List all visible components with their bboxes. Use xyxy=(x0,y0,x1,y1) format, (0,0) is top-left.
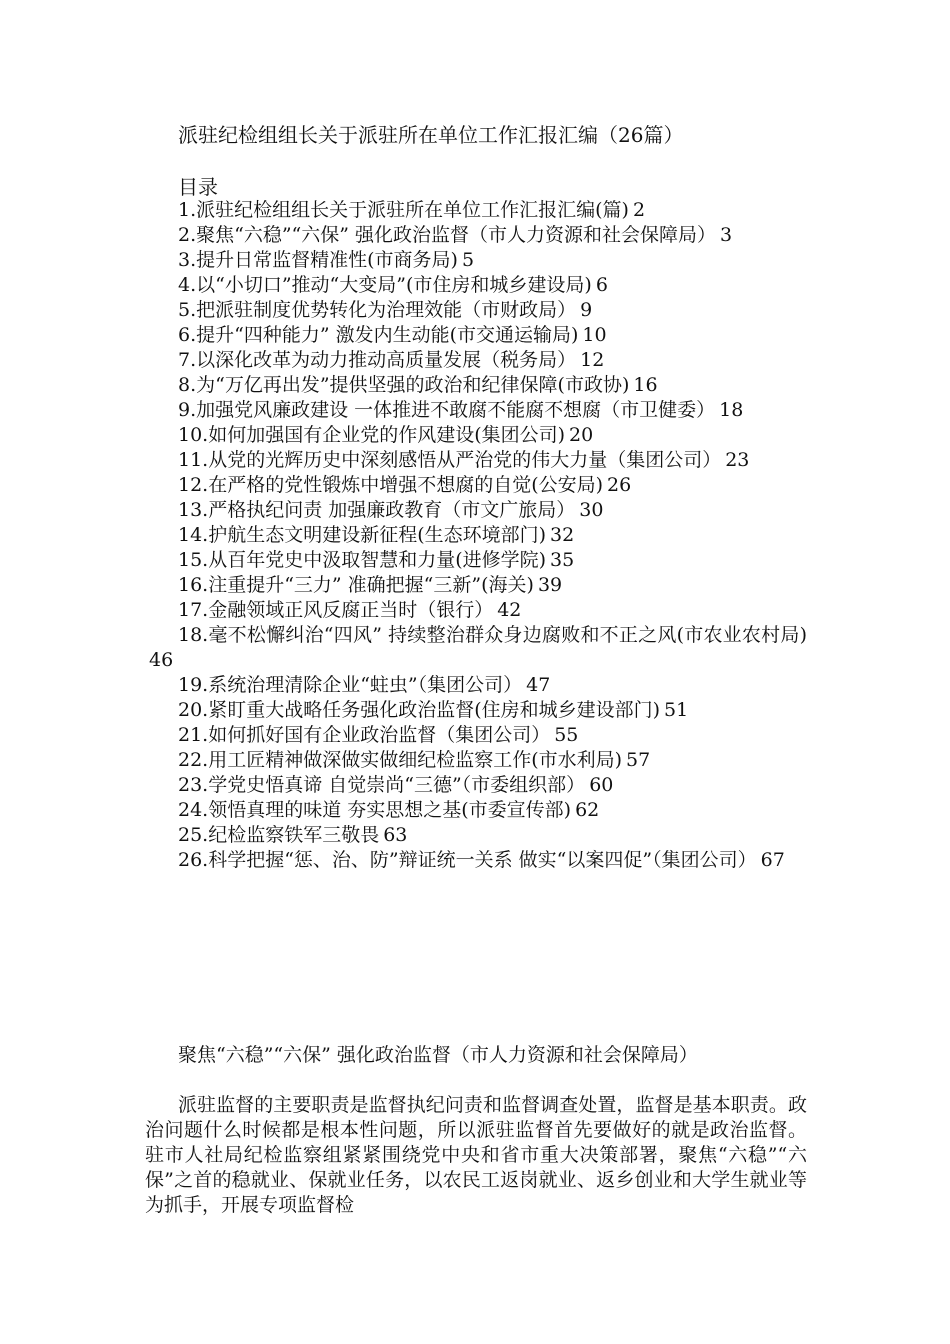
toc-page-number: 16 xyxy=(633,374,658,396)
toc-entry[interactable] xyxy=(145,698,807,723)
toc-entry[interactable] xyxy=(145,573,807,598)
toc-page-number: 42 xyxy=(497,599,522,621)
toc-entry[interactable] xyxy=(145,198,807,223)
toc-entry[interactable] xyxy=(145,298,807,323)
toc-entry[interactable] xyxy=(145,498,807,523)
toc-entry[interactable] xyxy=(145,773,807,798)
toc-entry-title: 3.提升日常监督精准性(市商务局) xyxy=(178,249,458,271)
toc-page-number: 20 xyxy=(569,424,594,446)
toc-entry-title: 6.提升“四种能力” 激发内生动能(市交通运输局) xyxy=(178,324,579,346)
toc-entry-title: 14.护航生态文明建设新征程(生态环境部门) xyxy=(178,524,547,546)
toc-page-number: 2 xyxy=(632,199,646,221)
toc-page-number: 9 xyxy=(580,299,593,321)
toc-entry-title: 22.用工匠精神做深做实做细纪检监察工作(市水利局) xyxy=(178,749,623,771)
toc-entry[interactable] xyxy=(145,373,807,398)
toc-page-number: 67 xyxy=(760,849,785,871)
toc-entry[interactable] xyxy=(145,823,807,848)
toc-entry-title: 10.如何加强国有企业党的作风建设(集团公司) xyxy=(178,424,566,446)
toc-page-number: 47 xyxy=(526,674,551,696)
toc-entry-title: 17.金融领域正风反腐正当时（银行） xyxy=(178,599,494,621)
toc-page-number: 5 xyxy=(461,249,475,271)
toc-entry-title: 8.为“万亿再出发”提供坚强的政治和纪律保障(市政协) xyxy=(178,374,630,396)
toc-page-number: 32 xyxy=(550,524,575,546)
toc-entry-title: 4.以“小切口”推动“大变局”(市住房和城乡建设局) xyxy=(178,274,592,296)
toc-entry-title: 18.毫不松懈纠治“四风” 持续整治群众身边腐败和不正之风(市农业农村局) xyxy=(178,624,807,646)
toc-entry-title: 23.学党史悟真谛 自觉崇尚“三德”（市委组织部） xyxy=(178,774,586,796)
toc-entry[interactable] xyxy=(145,548,807,573)
toc-entry[interactable] xyxy=(145,598,807,623)
toc-page-number: 39 xyxy=(537,574,563,596)
toc-page-number: 63 xyxy=(383,824,408,846)
toc-page-number: 55 xyxy=(554,724,579,746)
toc-entry[interactable] xyxy=(145,423,807,448)
toc-page-number: 12 xyxy=(580,349,605,371)
toc-entry[interactable] xyxy=(145,398,807,423)
toc-entry[interactable] xyxy=(145,673,807,698)
toc-entry-title: 24.领悟真理的味道 夯实思想之基(市委宣传部) xyxy=(178,799,572,821)
toc-page-number: 3 xyxy=(720,224,733,246)
body-paragraph: 派驻监督的主要职责是监督执纪问责和监督调查处置，监督是基本职责。政治问题什么时候都是根本性问题，所以派驻监督首先要做好的就是政治监督。驻市人社局纪检监察组紧紧围绕党中央和省市重大决策部署，聚焦“六稳”“六保”之首的稳就业、保就业任务，以农民工返岗就业、返乡创业和大学生就业等为抓手，开展专项监督检 xyxy=(145,1094,807,1216)
toc-page-number: 46 xyxy=(149,649,174,671)
toc-entry[interactable] xyxy=(145,798,807,823)
document-title: 派驻纪检组组长关于派驻所在单位工作汇报汇编（26篇） xyxy=(178,123,684,147)
toc-entry-title: 20.紧盯重大战略任务强化政治监督(住房和城乡建设部门) xyxy=(178,699,661,721)
toc-entry-title: 16.注重提升“三力” 准确把握“三新”(海关) xyxy=(178,574,534,596)
toc-entry-title: 9.加强党风廉政建设 一体推进不敢腐不能腐不想腐（市卫健委） xyxy=(178,399,716,421)
toc-entry[interactable] xyxy=(145,248,807,273)
toc-entry-title: 5.把派驻制度优势转化为治理效能（市财政局） xyxy=(178,299,577,321)
toc-entry[interactable] xyxy=(145,748,807,773)
toc-entry[interactable] xyxy=(145,523,807,548)
toc-entry[interactable] xyxy=(145,848,807,873)
toc-page-number: 57 xyxy=(626,749,651,771)
toc-page-number: 18 xyxy=(719,399,744,421)
toc-entry-title: 1.派驻纪检组组长关于派驻所在单位工作汇报汇编(篇) xyxy=(178,199,629,221)
toc-entry-title: 11.从党的光辉历史中深刻感悟从严治党的伟大力量（集团公司） xyxy=(178,449,722,471)
toc-entry[interactable] xyxy=(145,623,807,673)
toc-entry-title: 13.严格执纪问责 加强廉政教育（市文广旅局） xyxy=(178,499,576,521)
toc-entry[interactable] xyxy=(145,723,807,748)
toc-entry[interactable] xyxy=(145,323,807,348)
toc-entry-title: 7.以深化改革为动力推动高质量发展（税务局） xyxy=(178,349,577,371)
toc-page-number: 30 xyxy=(579,499,604,521)
toc-page-number: 62 xyxy=(575,799,600,821)
toc-page-number: 60 xyxy=(589,774,614,796)
toc-entry[interactable] xyxy=(145,273,807,298)
toc-entry-title: 19.系统治理清除企业“蛀虫”（集团公司） xyxy=(178,674,523,696)
toc-page-number: 51 xyxy=(664,699,689,721)
toc-entry-title: 15.从百年党史中汲取智慧和力量(进修学院) xyxy=(178,549,547,571)
toc-entry[interactable] xyxy=(145,348,807,373)
table-of-contents xyxy=(145,198,807,873)
section-title: 聚焦“六稳”“六保” 强化政治监督（市人力资源和社会保障局） xyxy=(178,1044,698,1066)
toc-entry-title: 21.如何抓好国有企业政治监督（集团公司） xyxy=(178,724,551,746)
toc-entry[interactable] xyxy=(145,223,807,248)
toc-page-number: 26 xyxy=(607,474,632,496)
toc-entry-title: 26.科学把握“惩、治、防”辩证统一关系 做实“以案四促”（集团公司） xyxy=(178,849,757,871)
toc-entry[interactable] xyxy=(145,448,807,473)
toc-entry[interactable] xyxy=(145,473,807,498)
toc-entry-title: 2.聚焦“六稳”“六保” 强化政治监督（市人力资源和社会保障局） xyxy=(178,224,717,246)
toc-page-number: 23 xyxy=(725,449,750,471)
toc-page-number: 10 xyxy=(582,324,607,346)
toc-page-number: 6 xyxy=(595,274,608,296)
toc-heading: 目录 xyxy=(178,175,218,199)
toc-entry-title: 12.在严格的党性锻炼中增强不想腐的自觉(公安局) xyxy=(178,474,604,496)
toc-entry-title: 25.纪检监察铁军三敬畏 xyxy=(178,824,380,846)
toc-page-number: 35 xyxy=(550,549,575,571)
